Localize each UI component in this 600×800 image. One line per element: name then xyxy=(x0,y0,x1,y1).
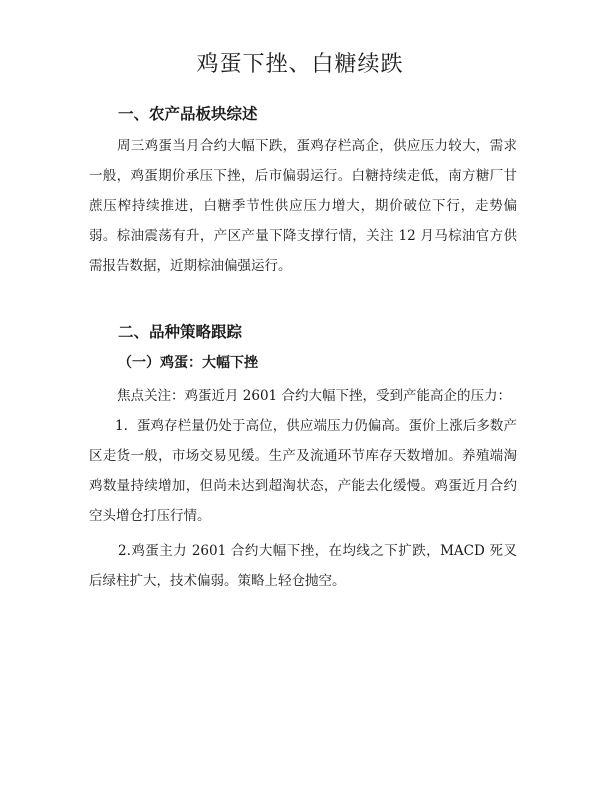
section-heading-overview: 一、农产品板块综述 xyxy=(118,105,258,123)
subsection-heading-eggs: （一）鸡蛋：大幅下挫 xyxy=(118,355,258,371)
list-item-1-number: 1. xyxy=(115,418,128,434)
focus-paragraph: 焦点关注：鸡蛋近月 2601 合约大幅下挫，受到产能高企的压力： xyxy=(117,388,511,404)
section-heading-strategy: 二、品种策略跟踪 xyxy=(118,323,243,341)
list-item-2 xyxy=(89,536,517,596)
list-item-1-text: 蛋鸡存栏量仍处于高位，供应端压力仍偏高。蛋价上涨后多数产区走货一般，市场交易见缓。生产及流通环节库存天数增加。养殖端淘鸡数量持续增加，但尚未达到超淘状态，产能去化缓慢。鸡蛋近月合约空头增仓打压行情。 xyxy=(89,418,517,524)
list-item-2-number: 2. xyxy=(118,543,131,559)
list-item-1 xyxy=(89,411,517,531)
document-title: 鸡蛋下挫、白糖续跌 xyxy=(196,52,404,77)
overview-paragraph: 周三鸡蛋当月合约大幅下跌，蛋鸡存栏高企，供应压力较大，需求一般，鸡蛋期价承压下挫，后市偏弱运行。白糖持续走低，南方糖厂甘蔗压榨持续推进，白糖季节性供应压力增大，期价破位下行，走势偏弱。棕油震荡有升，产区产量下降支撑行情，关注 12 月马棕油官方供需报告数据，近期棕油偏强运行。 xyxy=(89,138,517,274)
list-item-2-text: 鸡蛋主力 2601 合约大幅下挫，在均线之下扩跌，MACD 死叉后绿柱扩大，技术偏弱。策略上轻仓抛空。 xyxy=(89,543,517,589)
